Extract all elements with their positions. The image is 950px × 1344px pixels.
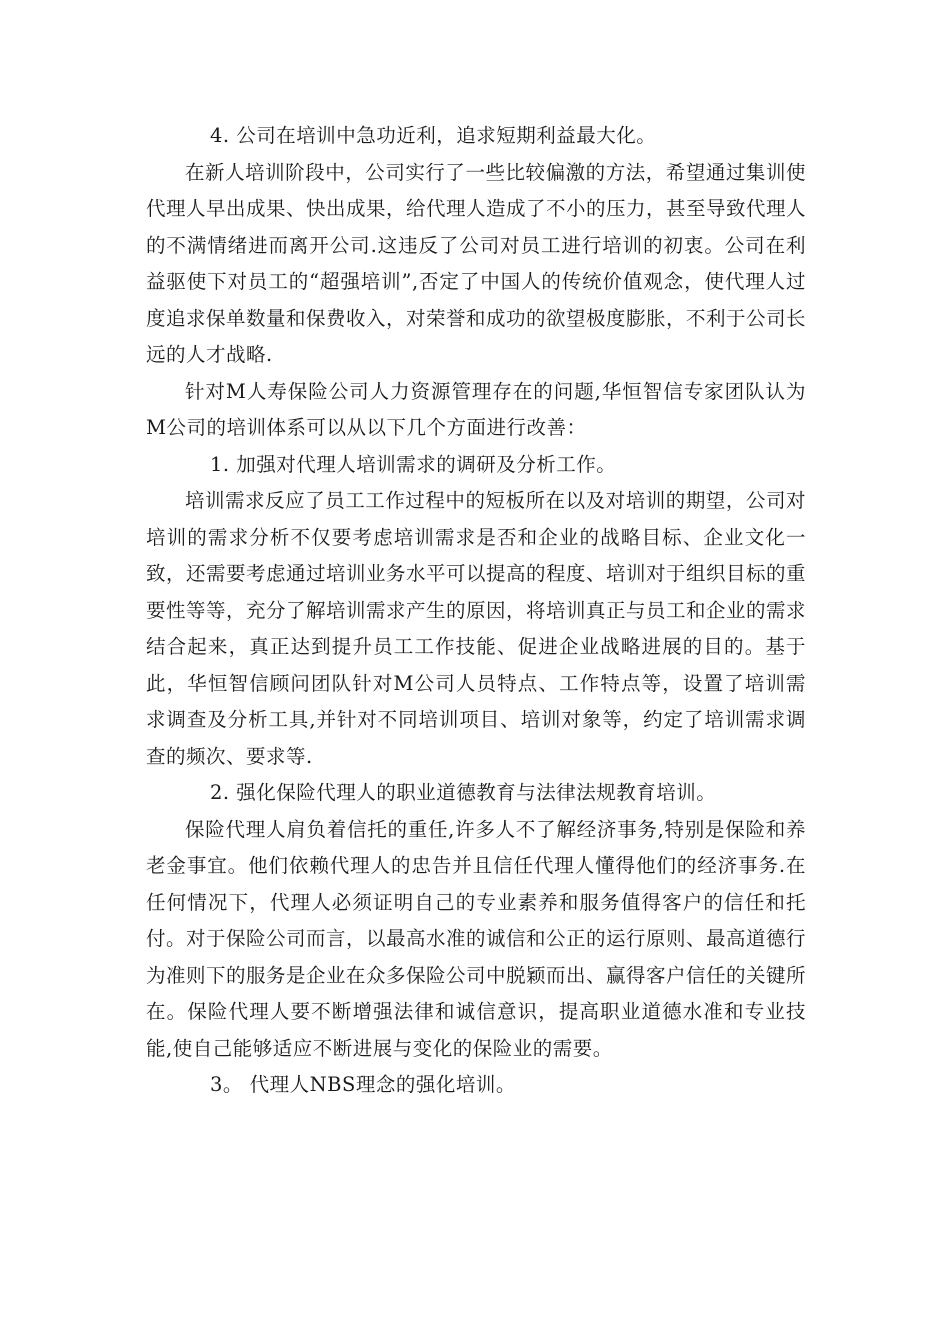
section-heading-4: 4. 公司在培训中急功近利，追求短期利益最大化。 <box>210 124 657 147</box>
section-heading-1: 1. 加强对代理人培训需求的调研及分析工作。 <box>210 452 617 476</box>
body-paragraph: 保险代理人肩负着信托的重任,许多人不了解经济事务,特别是保险和养老金事宜。他们依赖代理人的忠告并且信任代理人懂得他们的经济事务.在任何情况下，代理人必须证明自己的专业素养和服务值得客户的信任和托付。对于保险公司而言，以最高水准的诚信和公正的运行原则、最高道德行为准则下的服务是企业在众多保险公司中脱颖而出、赢得客户信任的关键所在。保险代理人要不断增强法律和诚信意识，提高职业道德水准和专业技能,使自己能够适应不断进展与变化的保险业的需要。 <box>146 817 807 1060</box>
section-heading-3: 3。 代理人NBS理念的强化培训。 <box>210 1073 516 1096</box>
body-paragraph: 针对M人寿保险公司人力资源管理存在的问题,华恒智信专家团队认为M公司的培训体系可以从以下几个方面进行改善： <box>146 379 806 439</box>
document-body <box>146 118 806 1104</box>
body-paragraph: 在新人培训阶段中，公司实行了一些比较偏激的方法，希望通过集训使代理人早出成果、快出成果，给代理人造成了不小的压力，甚至导致代理人的不满情绪进而离开公司.这违反了公司对员工进行培训的初衷。公司在利益驱使下对员工的“超强培训”,否定了中国人的传统价值观念，使代理人过度追求保单数量和保费收入，对荣誉和成功的欲望极度膨胀，不利于公司长远的人才战略. <box>146 160 807 366</box>
section-heading-2: 2. 强化保险代理人的职业道德教育与法律法规教育培训。 <box>210 781 717 804</box>
body-paragraph: 培训需求反应了员工工作过程中的短板所在以及对培训的期望，公司对培训的需求分析不仅要考虑培训需求是否和企业的战略目标、企业文化一致，还需要考虑通过培训业务水平可以提高的程度、培训对于组织目标的重要性等等，充分了解培训需求产生的原因，将培训真正与员工和企业的需求结合起来，真正达到提升员工工作技能、促进企业战略进展的目的。基于此，华恒智信顾问团队针对M公司人员特点、工作特点等，设置了培训需求调查及分析工具,并针对不同培训项目、培训对象等，约定了培训需求调查的频次、要求等. <box>146 489 807 768</box>
